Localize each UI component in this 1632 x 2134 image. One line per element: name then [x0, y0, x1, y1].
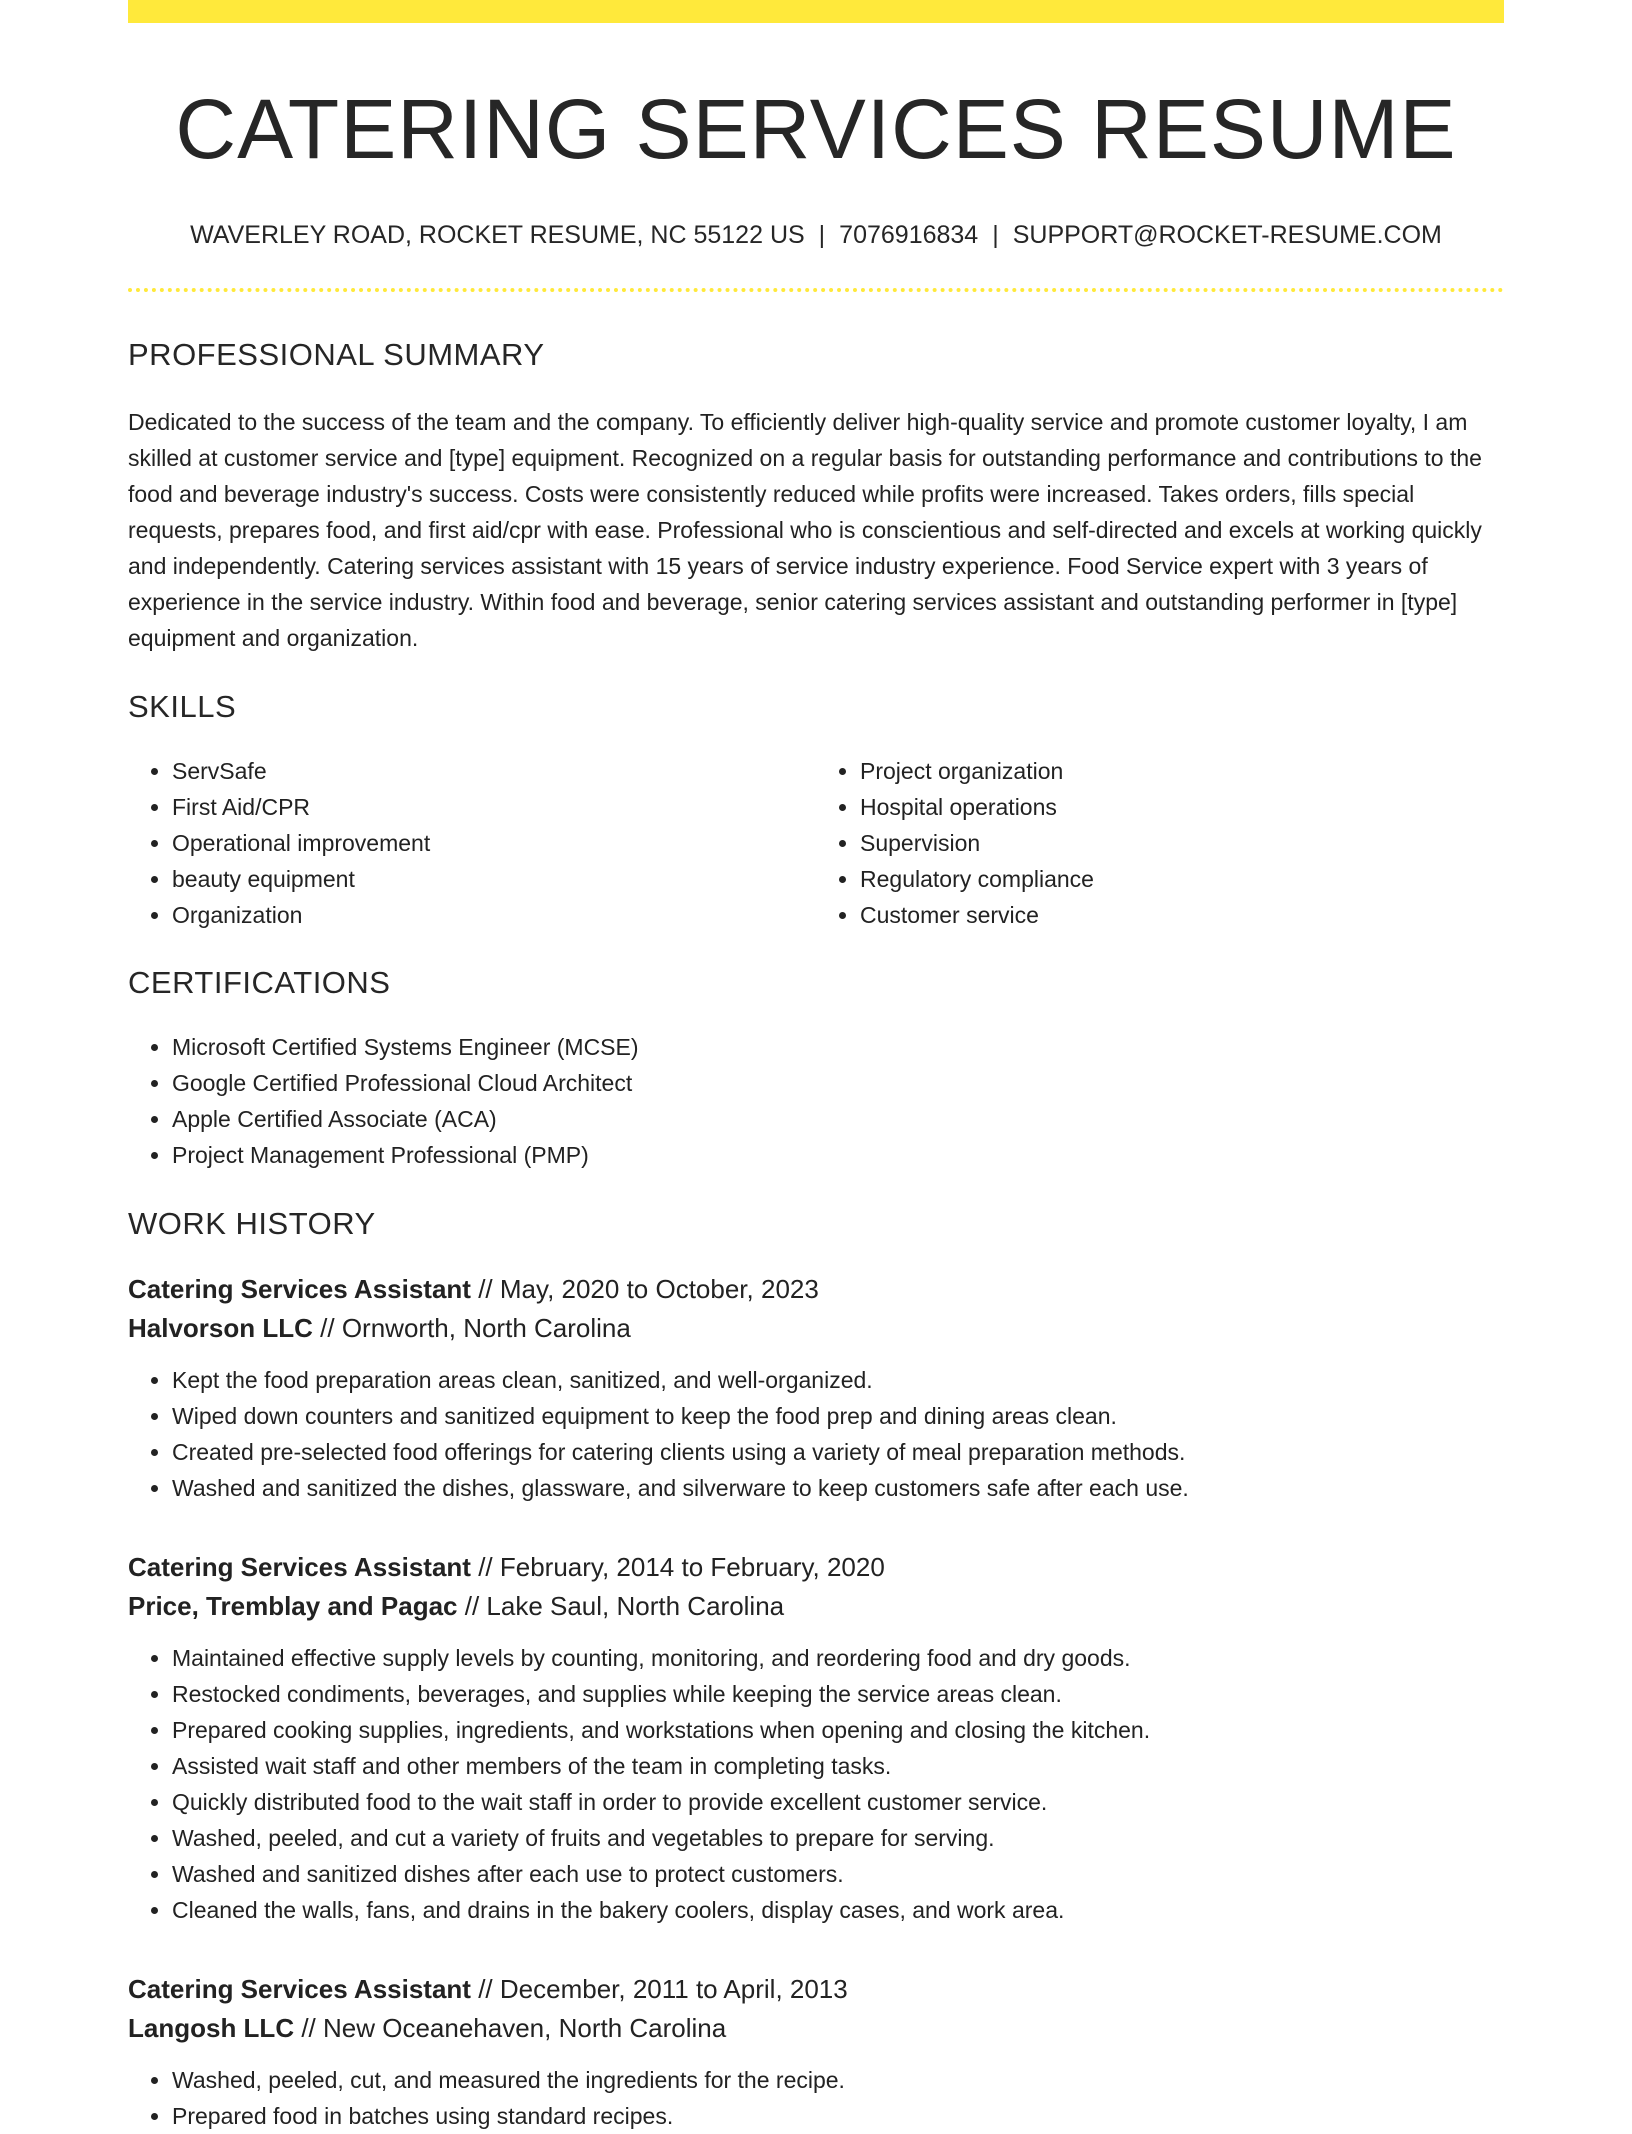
job-duty: • Cleaned the walls, fans, and drains in the bakery coolers, display cases, and work area.	[172, 1892, 1504, 1928]
skills-list	[128, 753, 1504, 933]
job-title: Catering Services Assistant	[128, 1552, 471, 1583]
contact-email: SUPPORT@ROCKET-RESUME.COM	[1012, 220, 1442, 249]
skill-item: • beauty equipment	[172, 861, 816, 897]
job-duty: • Kept the food preparation areas clean, sanitized, and well-organized.	[172, 1362, 1504, 1398]
work-history-heading: WORK HISTORY	[128, 1206, 376, 1242]
contact-separator: |	[992, 220, 999, 249]
certifications-heading: CERTIFICATIONS	[128, 964, 391, 1000]
job-duty: • Prepared food in batches using standard recipes.	[172, 2098, 1504, 2134]
skills-column-right	[816, 753, 1504, 933]
skill-item: • First Aid/CPR	[172, 789, 816, 825]
skill-item: • Hospital operations	[860, 789, 1504, 825]
job-duty: • Created pre-selected food offerings for catering clients using a variety of meal preparation methods.	[172, 1434, 1504, 1470]
job-company-line	[128, 2009, 1504, 2048]
job-dates: // February, 2014 to February, 2020	[478, 1552, 885, 1583]
summary-text: Dedicated to the success of the team and the company. To efficiently deliver high-quality service and promote customer loyalty, I am skilled at customer service and [type] equipment. Recognized on a regular basis for outstanding performance and contributions to the food and beverage industry's success. Costs were consistently reduced while profits were increased. Takes orders, fills special requests, prepares food, and first aid/cpr with ease. Professional who is conscientious and self-directed and excels at working quickly and independently. Catering services assistant with 15 years of service industry experience. Food Service expert with 3 years of experience in the service industry. Within food and beverage, senior catering services assistant and outstanding performer in [type] equipment and organization.	[128, 408, 1482, 651]
skill-item: • Regulatory compliance	[860, 861, 1504, 897]
job-company: Langosh LLC	[128, 2013, 295, 2044]
skill-item: • Project organization	[860, 753, 1504, 789]
job-duty: • Washed and sanitized dishes after each use to protect customers.	[172, 1856, 1504, 1892]
contact-line	[128, 220, 1504, 250]
job-location: // Ornworth, North Carolina	[320, 1313, 631, 1344]
certification-item: • Google Certified Professional Cloud Architect	[172, 1065, 1504, 1101]
job-company: Price, Tremblay and Pagac	[128, 1591, 458, 1622]
job-duties-list	[128, 2062, 1504, 2134]
job-dates: // May, 2020 to October, 2023	[478, 1274, 819, 1305]
certifications-list	[128, 1029, 1504, 1173]
job-duty: • Prepared cooking supplies, ingredients, and workstations when opening and closing the kitchen.	[172, 1712, 1504, 1748]
job-duties-list	[128, 1640, 1504, 1928]
resume-page	[128, 0, 1504, 2134]
job-duty: • Washed, peeled, and cut a variety of fruits and vegetables to prepare for serving.	[172, 1820, 1504, 1856]
job-entry	[128, 1270, 1504, 1506]
summary-heading: PROFESSIONAL SUMMARY	[128, 336, 545, 372]
resume-title: CATERING SERVICES RESUME	[175, 82, 1457, 176]
skills-heading: SKILLS	[128, 688, 237, 724]
top-accent-bar	[128, 0, 1504, 23]
skill-item: • Operational improvement	[172, 825, 816, 861]
skill-item: • ServSafe	[172, 753, 816, 789]
skill-item: • Customer service	[860, 897, 1504, 933]
job-location: // Lake Saul, North Carolina	[464, 1591, 785, 1622]
job-duty: • Washed and sanitized the dishes, glassware, and silverware to keep customers safe after each use.	[172, 1470, 1504, 1506]
certification-item: • Microsoft Certified Systems Engineer (MCSE)	[172, 1029, 1504, 1065]
job-duties-list	[128, 1362, 1504, 1506]
skill-item: • Supervision	[860, 825, 1504, 861]
job-title: Catering Services Assistant	[128, 1974, 471, 2005]
skills-column-left	[128, 753, 816, 933]
job-duty: • Wiped down counters and sanitized equipment to keep the food prep and dining areas clean.	[172, 1398, 1504, 1434]
contact-phone: 7076916834	[839, 220, 979, 249]
job-location: // New Oceanehaven, North Carolina	[301, 2013, 727, 2044]
contact-separator: |	[818, 220, 826, 249]
job-entry	[128, 1970, 1504, 2134]
job-company-line	[128, 1309, 1504, 1348]
dotted-divider	[128, 288, 1504, 292]
job-company: Halvorson LLC	[128, 1313, 313, 1344]
skill-item: • Organization	[172, 897, 816, 933]
job-title-line	[128, 1270, 1504, 1309]
certification-item: • Apple Certified Associate (ACA)	[172, 1101, 1504, 1137]
certification-item: • Project Management Professional (PMP)	[172, 1137, 1504, 1173]
contact-address: WAVERLEY ROAD, ROCKET RESUME, NC 55122 US	[190, 220, 805, 249]
job-title: Catering Services Assistant	[128, 1274, 471, 1305]
job-duty: • Assisted wait staff and other members of the team in completing tasks.	[172, 1748, 1504, 1784]
job-duty: • Quickly distributed food to the wait staff in order to provide excellent customer service.	[172, 1784, 1504, 1820]
job-dates: // December, 2011 to April, 2013	[478, 1974, 848, 2005]
job-duty: • Restocked condiments, beverages, and supplies while keeping the service areas clean.	[172, 1676, 1504, 1712]
job-company-line	[128, 1587, 1504, 1626]
job-duty: • Washed, peeled, cut, and measured the ingredients for the recipe.	[172, 2062, 1504, 2098]
job-title-line	[128, 1970, 1504, 2009]
job-duty: • Maintained effective supply levels by counting, monitoring, and reordering food and dry goods.	[172, 1640, 1504, 1676]
job-title-line	[128, 1548, 1504, 1587]
job-entry	[128, 1548, 1504, 1928]
